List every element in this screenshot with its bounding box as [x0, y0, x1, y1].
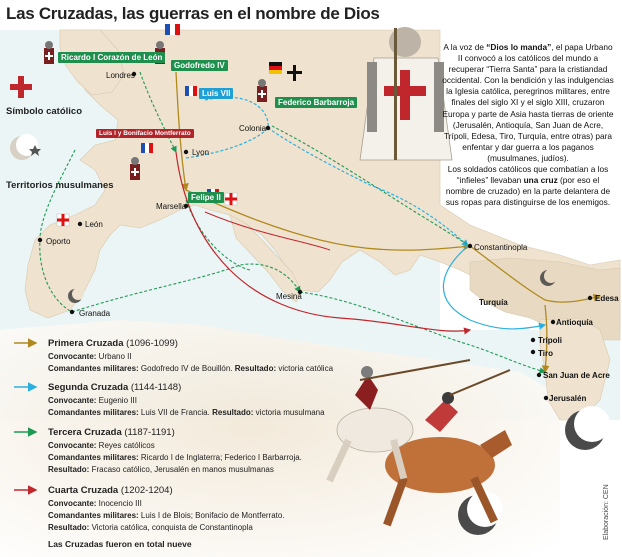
- city-turquia: Turquía: [479, 298, 508, 307]
- legend-third-title: Tercera Cruzada (1187-1191): [48, 427, 175, 438]
- city-oporto: Oporto: [46, 237, 71, 246]
- city-lyon: Lyon: [192, 148, 210, 157]
- para-text: (por eso el nombre de cruzado) en la parte delantera de sus ropas para distinguirse de los enemigos.: [445, 175, 611, 208]
- leader-label-felipe: Felipe II: [188, 192, 224, 203]
- leader-label-ricardo: Ricardo I Corazón de León: [58, 52, 165, 63]
- city-san-juan-de-acre: San Juan de Acre: [543, 371, 610, 380]
- para-bold: una cruz: [523, 175, 558, 186]
- para-text: , el papa Urbano II convocó a los católicos del mundo a recuperar “Tierra Santa” para la cristiandad occidental. Con la bendición y las indulgencias la Iglesia católica, peregrinos militares, entre finales del siglo XI y el siglo XIII, cruzaron Europa y parte de Asia hasta tierras de oriente (Jerusalén, Antioquía, San Juan de Acre, Trípoli, Edesa, Tiro, Turquía, entre otras) para enfentar y dar guerra a los paganos (musulmanes, judíos).: [442, 42, 614, 163]
- legend-fourth-comandantes: Comandantes militares: Luis I de Blois; Bonifacio de Montferrato.: [48, 511, 285, 520]
- legend-fourth-title: Cuarta Cruzada (1202-1204): [48, 485, 173, 496]
- description-paragraph: [442, 42, 614, 208]
- credit: Elaboración: CEN: [603, 484, 610, 540]
- legend-first-convocante: Convocante: Urbano II: [48, 352, 132, 361]
- leader-label-luis-bonifacio: Luis I y Bonifacio Montferrato: [96, 129, 194, 138]
- legend-first-title: Primera Cruzada (1096-1099): [48, 338, 178, 349]
- legend-third-resultado: Resultado: Fracaso católico, Jerusalén en manos musulmanas: [48, 465, 274, 474]
- city-marsella: Marsella: [156, 202, 187, 211]
- leader-label-luis: Luis VII: [199, 88, 233, 99]
- para-text: A la voz de: [443, 42, 487, 52]
- city-tripoli: Trípoli: [538, 336, 562, 345]
- legend-first-comandantes: Comandantes militares: Godofredo IV de Bouillón. Resultado: victoria católica: [48, 364, 334, 373]
- muslim-territories-label: Territorios musulmanes: [6, 180, 114, 191]
- city-edesa: Edesa: [595, 294, 619, 303]
- city-constantinopla: Constantinopla: [474, 243, 528, 252]
- legend-second-title: Segunda Cruzada (1144-1148): [48, 382, 182, 393]
- city-londres: Londres: [106, 71, 135, 80]
- city-antioquia: Antioquía: [556, 318, 593, 327]
- legend-third-convocante: Convocante: Reyes católicos: [48, 441, 155, 450]
- legend-fourth-resultado: Resultado: Victoria católica, conquista de Constantinopla: [48, 523, 253, 532]
- leader-label-godofredo: Godofredo IV: [171, 60, 228, 71]
- city-mesina: Mesina: [276, 292, 302, 301]
- catholic-symbol-label: Símbolo católico: [6, 106, 83, 117]
- para-text: Los soldados católicos que combatían a los “infieles” llevaban: [447, 164, 609, 186]
- page-title: Las Cruzadas, las guerras en el nombre de Dios: [6, 4, 380, 23]
- city-jerusalen: Jerusalén: [549, 394, 587, 403]
- city-leon: León: [85, 220, 103, 229]
- para-bold: “Dios lo manda”: [486, 42, 552, 52]
- footer-note: Las Cruzadas fueron en total nueve: [48, 539, 192, 549]
- city-colonia: Colonia: [239, 124, 267, 133]
- legend-second-convocante: Convocante: Eugenio III: [48, 396, 137, 405]
- city-tiro: Tiro: [538, 349, 553, 358]
- legend-second-comandantes: Comandantes militares: Luis VII de Francia. Resultado: victoria musulmana: [48, 408, 325, 417]
- legend-fourth-convocante: Convocante: Inocencio III: [48, 499, 142, 508]
- germany-flag-icon: [269, 62, 282, 74]
- legend-third-comandantes: Comandantes militares: Ricardo I de Inglaterra; Federico I Barbarroja.: [48, 453, 302, 462]
- city-granada: Granada: [79, 309, 111, 318]
- leader-label-federico: Federico Barbarroja: [275, 97, 357, 108]
